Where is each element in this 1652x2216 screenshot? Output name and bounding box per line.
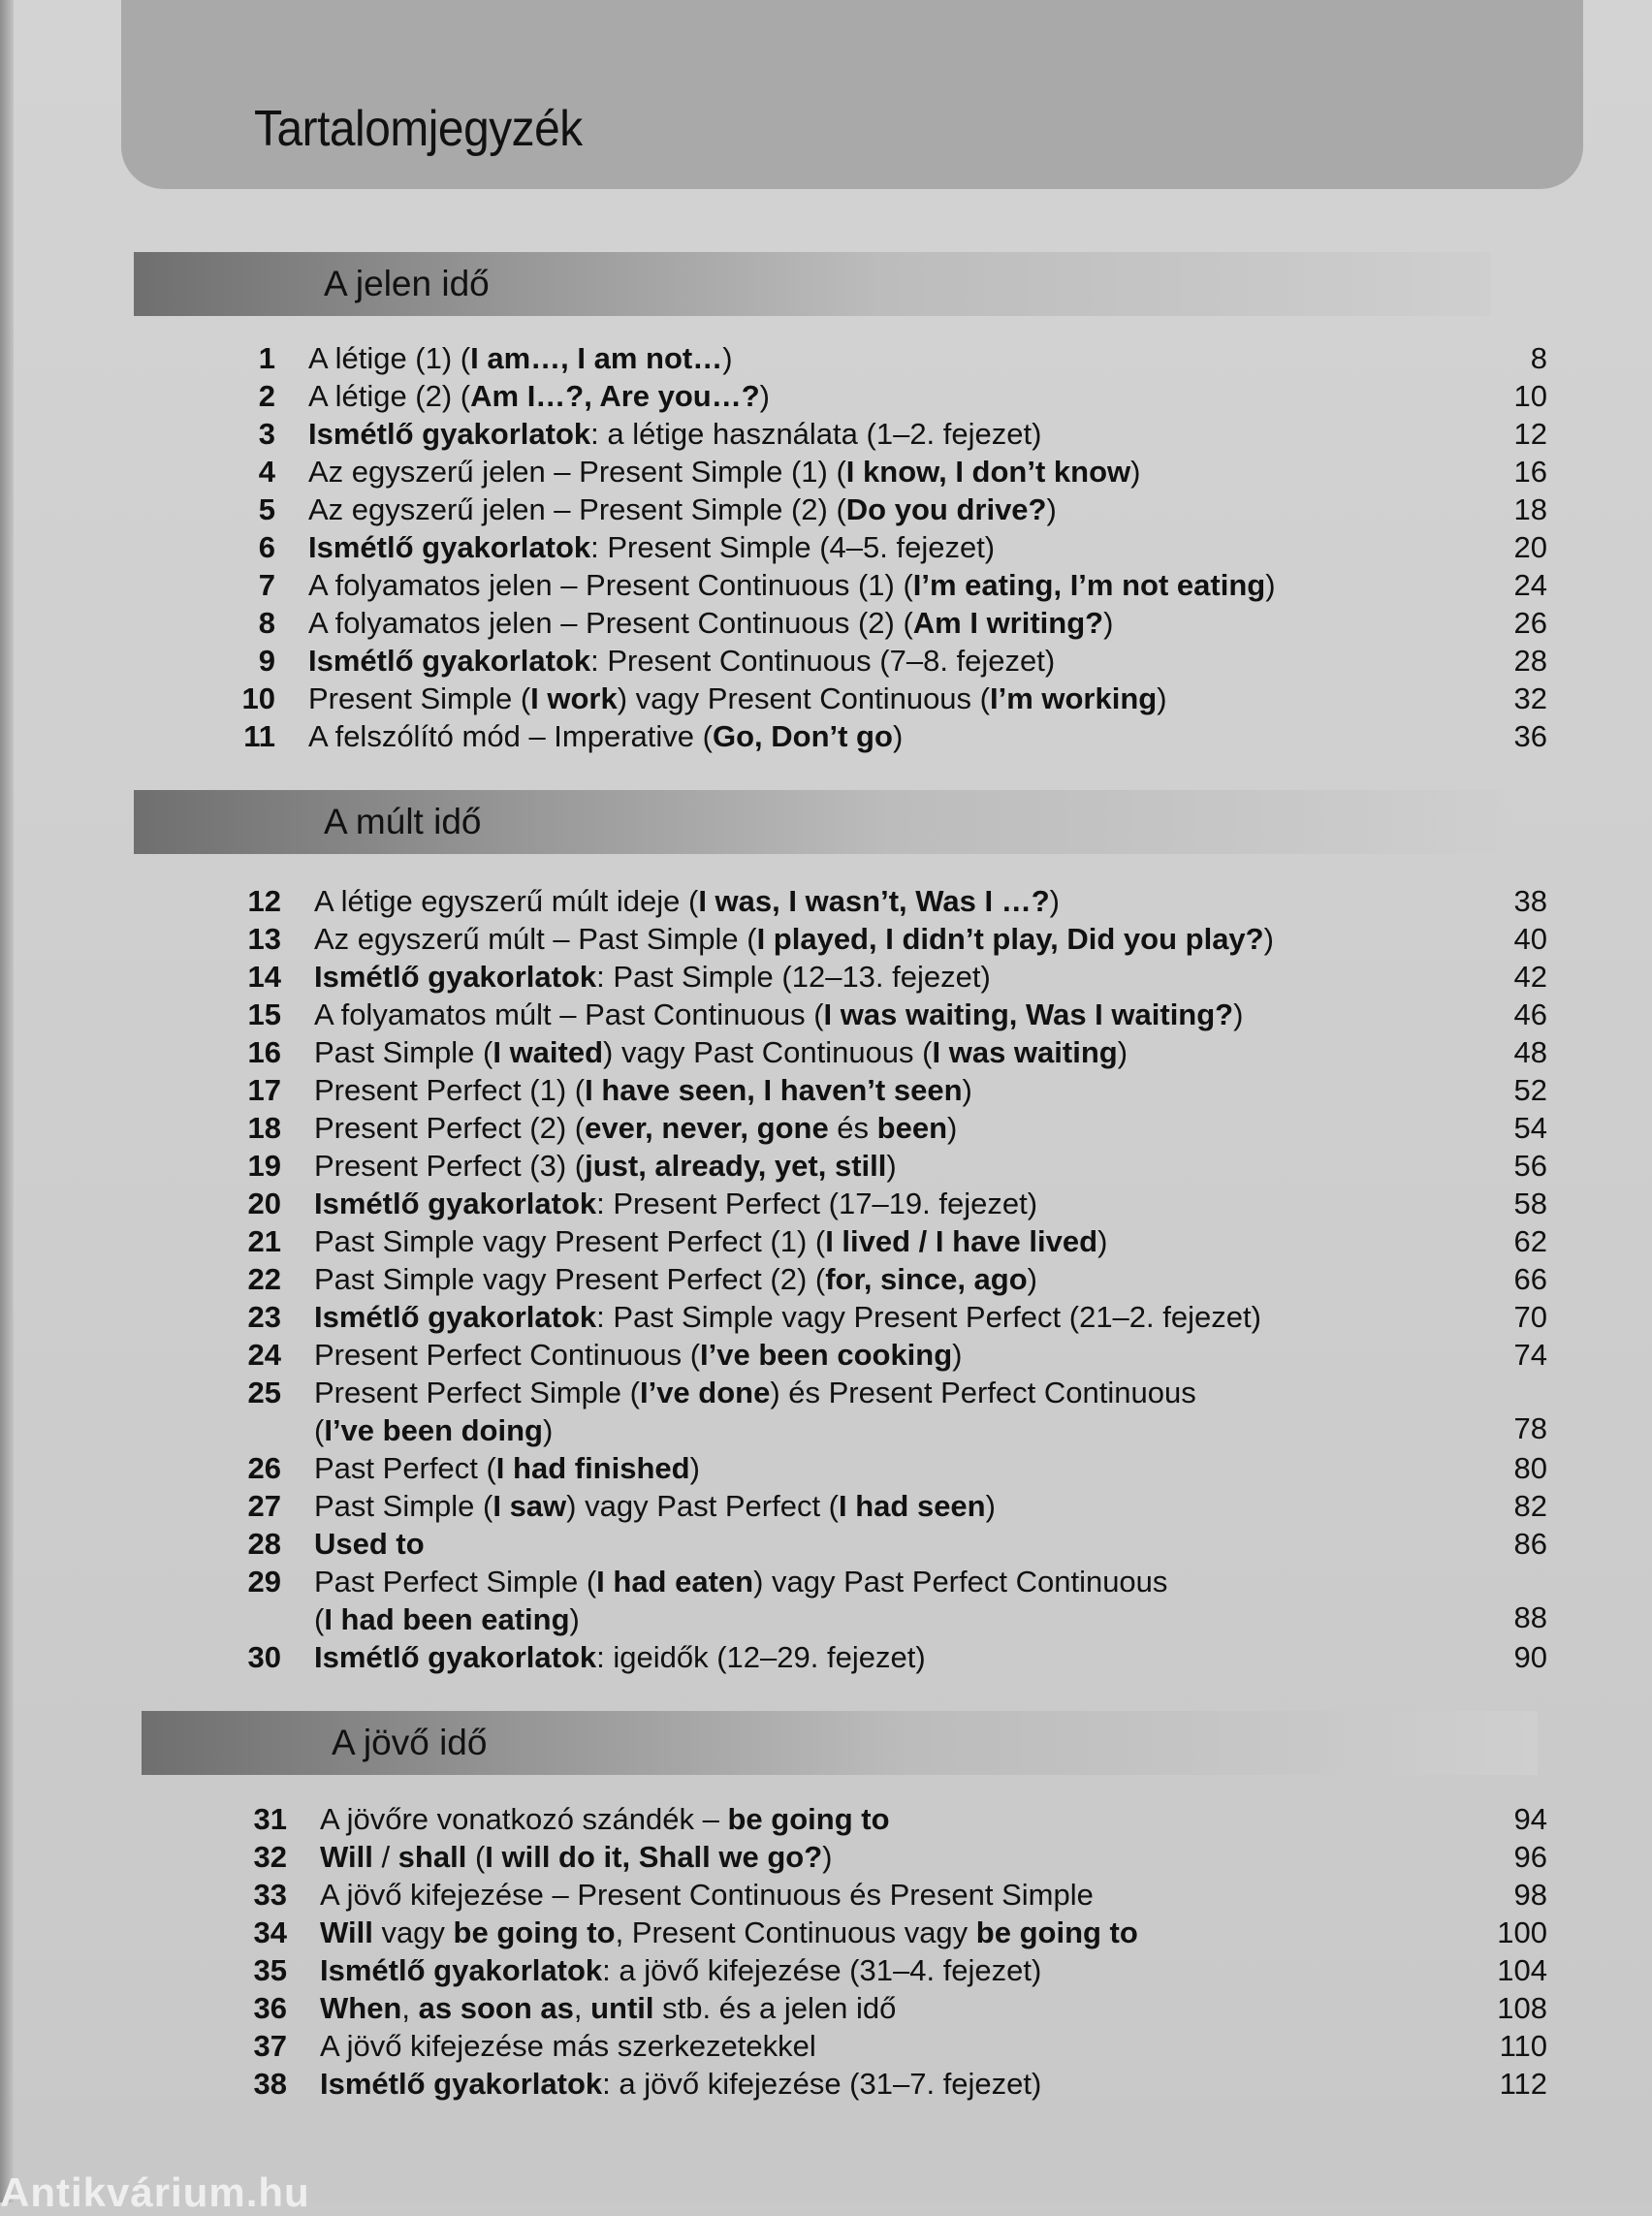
bold-segment: Ismétlő gyakorlatok: [308, 530, 591, 564]
page-number: 88: [1513, 1600, 1547, 1634]
text-segment: ): [1233, 997, 1244, 1031]
page-number: 20: [1513, 530, 1547, 564]
bold-segment: been: [876, 1111, 948, 1145]
text-segment: : Present Simple (4–5. fejezet): [590, 530, 996, 564]
toc-entry: [0, 1222, 1652, 1260]
page-number: 112: [1499, 2067, 1547, 2101]
bold-segment: I’m eating, I’m not eating: [912, 568, 1266, 602]
text-segment: A létige (1) (: [308, 341, 471, 375]
toc-entry: [0, 1071, 1652, 1109]
bold-segment: Do you drive?: [845, 492, 1047, 526]
text-segment: ): [952, 1338, 963, 1372]
chapter-number: 25: [247, 1376, 281, 1409]
toc-entry: [0, 339, 1652, 377]
toc-entry: [0, 377, 1652, 415]
chapter-title: [314, 1071, 972, 1109]
text-segment: Past Simple (: [314, 1489, 493, 1523]
page-number: 66: [1513, 1262, 1547, 1296]
text-segment: Past Simple vagy Present Perfect (2) (: [314, 1262, 826, 1296]
text-segment: ): [886, 1149, 897, 1183]
chapter-number: 37: [253, 2029, 287, 2063]
text-segment: Az egyszerű múlt – Past Simple (: [314, 922, 757, 956]
chapter-title: [308, 415, 1041, 453]
chapter-number: 26: [247, 1451, 281, 1485]
chapter-number: 24: [247, 1338, 281, 1372]
chapter-number: 19: [247, 1149, 281, 1183]
page-number: 62: [1513, 1224, 1547, 1258]
text-segment: ): [1046, 492, 1057, 526]
text-segment: ): [1157, 681, 1167, 715]
toc-entry: [0, 1374, 1652, 1449]
bold-segment: until: [590, 1991, 654, 2025]
text-segment: ): [1103, 606, 1114, 640]
text-segment: és: [828, 1111, 877, 1145]
toc-entry: [0, 1914, 1652, 1951]
page-number: 90: [1513, 1640, 1547, 1674]
chapter-title: [320, 1951, 1041, 1989]
toc-entry: [0, 1563, 1652, 1638]
text-segment: , Present Continuous vagy: [615, 1915, 976, 1949]
chapter-title: [314, 996, 1243, 1033]
chapter-title: [308, 453, 1140, 491]
page-number: 86: [1513, 1527, 1547, 1561]
chapter-number: 13: [247, 922, 281, 956]
bold-segment: Will: [320, 1915, 373, 1949]
section-header-past: [134, 790, 1510, 854]
page-number: 12: [1513, 417, 1547, 451]
bold-segment: When: [320, 1991, 402, 2025]
chapter-number: 35: [253, 1953, 287, 1987]
text-segment: A jövőre vonatkozó szándék –: [320, 1802, 728, 1836]
toc-list-past: [0, 882, 1652, 1676]
chapter-title: [308, 491, 1057, 528]
page-title: Tartalomjegyzék: [254, 101, 583, 157]
page-number: 110: [1499, 2029, 1547, 2063]
bold-segment: I was, I wasn’t, Was I …?: [698, 884, 1050, 918]
bold-segment: be going to: [727, 1802, 890, 1836]
text-segment: ): [1265, 568, 1276, 602]
toc-entry: [0, 1800, 1652, 1838]
text-segment: A létige egyszerű múlt ideje (: [314, 884, 699, 918]
bold-segment: just, already, yet, still: [585, 1149, 887, 1183]
toc-entry: [0, 2027, 1652, 2065]
toc-entry: [0, 996, 1652, 1033]
bold-segment: Ismétlő gyakorlatok: [320, 2067, 603, 2101]
toc-entry: [0, 1109, 1652, 1147]
chapter-number: 29: [247, 1565, 281, 1599]
bold-segment: I was waiting, Was I waiting?: [823, 997, 1234, 1031]
text-segment: ) vagy Past Perfect Continuous: [753, 1565, 1168, 1599]
chapter-title: [314, 1336, 963, 1374]
text-segment: : a jövő kifejezése (31–4. fejezet): [602, 1953, 1042, 1987]
text-segment: ) és Present Perfect Continuous: [770, 1376, 1196, 1409]
section-header-future: [142, 1711, 1538, 1775]
chapter-number: 31: [253, 1802, 287, 1836]
text-segment: ): [985, 1489, 996, 1523]
page-number: 80: [1513, 1451, 1547, 1485]
bold-segment: be going to: [975, 1915, 1138, 1949]
toc-entry: [0, 1638, 1652, 1676]
text-segment: Past Perfect (: [314, 1451, 496, 1485]
bold-segment: I had been eating: [324, 1602, 570, 1636]
bold-segment: I had seen: [839, 1489, 986, 1523]
text-segment: ): [542, 1413, 554, 1447]
bold-segment: Ismétlő gyakorlatok: [314, 1187, 597, 1220]
bold-segment: I waited: [492, 1035, 604, 1069]
toc-entry: [0, 453, 1652, 491]
page-number: 32: [1513, 681, 1547, 715]
toc-entry: [0, 1147, 1652, 1185]
bold-segment: I lived / I have lived: [825, 1224, 1098, 1258]
chapter-title: [320, 2065, 1041, 2103]
bold-segment: I’m working: [989, 681, 1158, 715]
bold-segment: I have seen, I haven’t seen: [585, 1073, 963, 1107]
page-number: 70: [1513, 1300, 1547, 1334]
toc-entry: [0, 1951, 1652, 1989]
chapter-number: 9: [258, 644, 275, 678]
chapter-number: 3: [258, 417, 275, 451]
text-segment: Az egyszerű jelen – Present Simple (1) (: [308, 455, 846, 489]
text-segment: ) vagy Present Continuous (: [617, 681, 990, 715]
watermark: Antikvárium.hu: [0, 2169, 310, 2215]
chapter-number: 36: [253, 1991, 287, 2025]
chapter-number: 4: [258, 455, 275, 489]
chapter-number: 12: [247, 884, 281, 918]
chapter-title: [308, 377, 770, 415]
toc-entry: [0, 528, 1652, 566]
text-segment: A jövő kifejezése más szerkezetekkel: [320, 2029, 816, 2063]
toc-list-future: [0, 1800, 1652, 2103]
text-segment: ): [1049, 884, 1060, 918]
bold-segment: I played, I didn’t play, Did you play?: [756, 922, 1264, 956]
bold-segment: I was waiting: [932, 1035, 1118, 1069]
text-segment: : Present Perfect (17–19. fejezet): [596, 1187, 1038, 1220]
page-number: 52: [1513, 1073, 1547, 1107]
page-number: 108: [1497, 1991, 1547, 2025]
toc-entry: [0, 1298, 1652, 1336]
toc-list-present: [0, 339, 1652, 755]
bold-segment: shall: [397, 1840, 467, 1874]
toc-entry: [0, 1449, 1652, 1487]
page-number: 16: [1513, 455, 1547, 489]
toc-entry: [0, 1525, 1652, 1563]
bold-segment: I know, I don’t know: [845, 455, 1131, 489]
chapter-title: [320, 1876, 1094, 1914]
page-number: 40: [1513, 922, 1547, 956]
text-segment: ) vagy Past Perfect (: [566, 1489, 839, 1523]
toc-entry: [0, 882, 1652, 920]
page-number: 56: [1513, 1149, 1547, 1183]
toc-entry: [0, 415, 1652, 453]
chapter-title: [314, 1147, 897, 1185]
page-number: 82: [1513, 1489, 1547, 1523]
toc-entry: [0, 642, 1652, 680]
toc-entry: [0, 958, 1652, 996]
text-segment: : a létige használata (1–2. fejezet): [590, 417, 1042, 451]
text-segment: A létige (2) (: [308, 379, 471, 413]
bold-segment: Ismétlő gyakorlatok: [320, 1953, 603, 1987]
page-number: 58: [1513, 1187, 1547, 1220]
chapter-title: [314, 1260, 1037, 1298]
page-number: 74: [1513, 1338, 1547, 1372]
bold-segment: Ismétlő gyakorlatok: [314, 960, 597, 994]
page-number: 42: [1513, 960, 1547, 994]
chapter-title: [314, 1525, 425, 1563]
toc-entry: [0, 1336, 1652, 1374]
text-segment: stb. és a jelen idő: [653, 1991, 897, 2025]
bold-segment: for, since, ago: [825, 1262, 1028, 1296]
toc-entry: [0, 717, 1652, 755]
bold-segment: I saw: [492, 1489, 567, 1523]
text-segment: ): [822, 1840, 833, 1874]
chapter-title: [308, 528, 995, 566]
page-number: 48: [1513, 1035, 1547, 1069]
text-segment: A folyamatos jelen – Present Continuous (2) (: [308, 606, 913, 640]
chapter-number: 21: [247, 1224, 281, 1258]
text-segment: (: [314, 1602, 325, 1636]
text-segment: ): [1117, 1035, 1128, 1069]
text-segment: (: [314, 1413, 325, 1447]
page-number: 96: [1513, 1840, 1547, 1874]
text-segment: Past Perfect Simple (: [314, 1565, 597, 1599]
chapter-number: 28: [247, 1527, 281, 1561]
chapter-title: [314, 1563, 1167, 1638]
text-segment: Az egyszerű jelen – Present Simple (2) (: [308, 492, 846, 526]
text-segment: vagy: [372, 1915, 454, 1949]
page-number: 46: [1513, 997, 1547, 1031]
text-segment: ): [1263, 922, 1274, 956]
text-segment: Present Perfect (2) (: [314, 1111, 586, 1145]
chapter-title: [308, 604, 1113, 642]
toc-entry: [0, 920, 1652, 958]
toc-entry: [0, 1033, 1652, 1071]
text-segment: ,: [573, 1991, 591, 2025]
chapter-number: 27: [247, 1489, 281, 1523]
chapter-title: [320, 1914, 1138, 1951]
page-number: 100: [1497, 1915, 1547, 1949]
bold-segment: I will do it, Shall we go?: [485, 1840, 823, 1874]
chapter-title: [308, 642, 1055, 680]
chapter-number: 8: [258, 606, 275, 640]
chapter-number: 5: [258, 492, 275, 526]
chapter-title: [314, 1109, 957, 1147]
chapter-number: 22: [247, 1262, 281, 1296]
text-segment: ): [892, 719, 904, 753]
text-segment: ,: [401, 1991, 419, 2025]
chapter-number: 32: [253, 1840, 287, 1874]
chapter-number: 18: [247, 1111, 281, 1145]
page-number: 28: [1513, 644, 1547, 678]
toc-entry: [0, 680, 1652, 717]
chapter-title: [314, 1487, 996, 1525]
chapter-number: 23: [247, 1300, 281, 1334]
bold-segment: Ismétlő gyakorlatok: [314, 1640, 597, 1674]
page-number: 98: [1513, 1878, 1547, 1912]
text-segment: Present Simple (: [308, 681, 531, 715]
page-number: 24: [1513, 568, 1547, 602]
toc-entry: [0, 1876, 1652, 1914]
chapter-number: 10: [241, 681, 275, 715]
bold-segment: I had finished: [495, 1451, 690, 1485]
chapter-title: [320, 1989, 896, 2027]
chapter-title: [320, 2027, 816, 2065]
toc-entry: [0, 2065, 1652, 2103]
text-segment: ): [569, 1602, 580, 1636]
chapter-number: 30: [247, 1640, 281, 1674]
chapter-title: [308, 339, 733, 377]
page-number: 26: [1513, 606, 1547, 640]
toc-entry: [0, 1487, 1652, 1525]
text-segment: A folyamatos múlt – Past Continuous (: [314, 997, 824, 1031]
bold-segment: I’ve been doing: [324, 1413, 543, 1447]
chapter-title: [314, 1638, 926, 1676]
chapter-title: [314, 1449, 700, 1487]
chapter-title: [320, 1800, 890, 1838]
section-title: A múlt idő: [324, 802, 482, 841]
text-segment: ): [722, 341, 733, 375]
section-title: A jövő idő: [332, 1723, 488, 1762]
bold-segment: Am I…?, Are you…?: [470, 379, 760, 413]
text-segment: Present Perfect Simple (: [314, 1376, 640, 1409]
chapter-number: 17: [247, 1073, 281, 1107]
text-segment: /: [372, 1840, 398, 1874]
bold-segment: I had eaten: [596, 1565, 754, 1599]
page-number: 94: [1513, 1802, 1547, 1836]
text-segment: : a jövő kifejezése (31–7. fejezet): [602, 2067, 1042, 2101]
bold-segment: Will: [320, 1840, 373, 1874]
toc-entry: [0, 1989, 1652, 2027]
text-segment: A folyamatos jelen – Present Continuous (1) (: [308, 568, 913, 602]
text-segment: A felszólító mód – Imperative (: [308, 719, 713, 753]
text-segment: ): [1027, 1262, 1037, 1296]
bold-segment: Used to: [314, 1527, 425, 1561]
chapter-number: 16: [247, 1035, 281, 1069]
chapter-title: [314, 1185, 1037, 1222]
chapter-number: 34: [253, 1915, 287, 1949]
bold-segment: Ismétlő gyakorlatok: [314, 1300, 597, 1334]
chapter-number: 1: [258, 341, 275, 375]
chapter-number: 38: [253, 2067, 287, 2101]
chapter-number: 15: [247, 997, 281, 1031]
text-segment: ): [1097, 1224, 1108, 1258]
text-segment: (: [466, 1840, 486, 1874]
bold-segment: Go, Don’t go: [712, 719, 893, 753]
text-segment: ): [947, 1111, 958, 1145]
page-number: 36: [1513, 719, 1547, 753]
chapter-title: [314, 958, 991, 996]
page-number: 78: [1513, 1411, 1547, 1445]
text-segment: : igeidők (12–29. fejezet): [596, 1640, 926, 1674]
text-segment: ): [1130, 455, 1141, 489]
page-number: 104: [1497, 1953, 1547, 1987]
chapter-title: [314, 1374, 1196, 1449]
text-segment: ): [689, 1451, 700, 1485]
section-title: A jelen idő: [324, 264, 490, 303]
toc-entry: [0, 1185, 1652, 1222]
page-number: 54: [1513, 1111, 1547, 1145]
page-number: 18: [1513, 492, 1547, 526]
chapter-title: [308, 680, 1167, 717]
chapter-title: [314, 920, 1274, 958]
section-header-present: [134, 252, 1491, 316]
chapter-number: 20: [247, 1187, 281, 1220]
text-segment: Present Perfect (3) (: [314, 1149, 586, 1183]
chapter-title: [314, 1222, 1107, 1260]
chapter-title: [320, 1838, 833, 1876]
text-segment: : Past Simple vagy Present Perfect (21–2. fejezet): [596, 1300, 1261, 1334]
toc-entry: [0, 1838, 1652, 1876]
text-segment: : Present Continuous (7–8. fejezet): [590, 644, 1056, 678]
chapter-title: [314, 1033, 1128, 1071]
chapter-title: [308, 717, 903, 755]
text-segment: ): [962, 1073, 972, 1107]
chapter-number: 33: [253, 1878, 287, 1912]
chapter-number: 7: [258, 568, 275, 602]
bold-segment: Am I writing?: [912, 606, 1104, 640]
bold-segment: I work: [530, 681, 618, 715]
text-segment: ): [759, 379, 770, 413]
title-banner: [121, 0, 1583, 189]
page-number: 8: [1530, 341, 1547, 375]
toc-entry: [0, 566, 1652, 604]
bold-segment: Ismétlő gyakorlatok: [308, 417, 591, 451]
bold-segment: I’ve done: [639, 1376, 771, 1409]
chapter-number: 6: [258, 530, 275, 564]
text-segment: ) vagy Past Continuous (: [603, 1035, 933, 1069]
text-segment: Present Perfect Continuous (: [314, 1338, 701, 1372]
chapter-number: 14: [247, 960, 281, 994]
toc-entry: [0, 604, 1652, 642]
toc-entry: [0, 491, 1652, 528]
text-segment: Past Simple vagy Present Perfect (1) (: [314, 1224, 826, 1258]
bold-segment: I’ve been cooking: [700, 1338, 953, 1372]
bold-segment: Ismétlő gyakorlatok: [308, 644, 591, 678]
text-segment: Present Perfect (1) (: [314, 1073, 586, 1107]
bold-segment: be going to: [453, 1915, 616, 1949]
chapter-title: [314, 1298, 1261, 1336]
page-number: 10: [1513, 379, 1547, 413]
page-number: 38: [1513, 884, 1547, 918]
text-segment: : Past Simple (12–13. fejezet): [596, 960, 991, 994]
text-segment: Past Simple (: [314, 1035, 493, 1069]
bold-segment: I am…, I am not…: [470, 341, 723, 375]
toc-entry: [0, 1260, 1652, 1298]
bold-segment: as soon as: [418, 1991, 574, 2025]
text-segment: A jövő kifejezése – Present Continuous és Present Simple: [320, 1878, 1094, 1912]
chapter-number: 11: [243, 719, 275, 753]
chapter-number: 2: [258, 379, 275, 413]
bold-segment: ever, never, gone: [585, 1111, 829, 1145]
chapter-title: [314, 882, 1060, 920]
chapter-title: [308, 566, 1276, 604]
